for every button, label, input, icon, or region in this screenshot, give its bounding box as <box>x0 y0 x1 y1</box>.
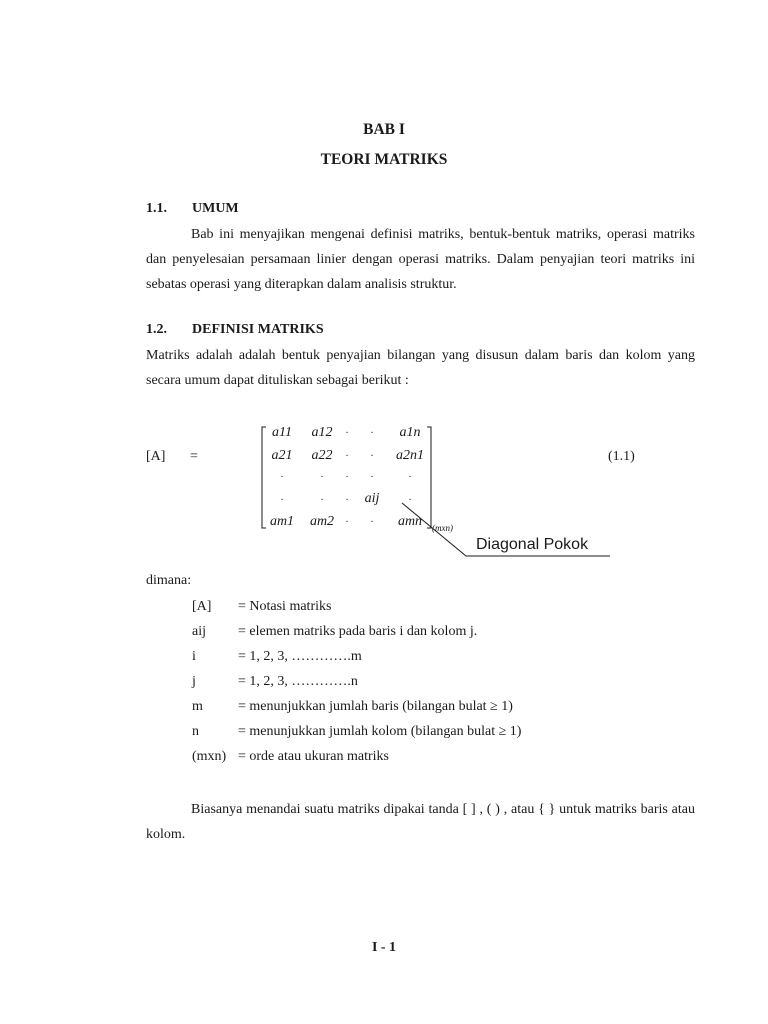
chapter-title: TEORI MATRIKS <box>320 151 448 168</box>
section-paragraph: Matriks adalah adalah bentuk penyajian bilangan yang disusun dalam baris dan kolom yang secara umum dapat dituliskan sebagai berikut : <box>146 348 695 388</box>
definition-symbol: i <box>192 649 196 664</box>
matrix-cell: · <box>345 428 349 439</box>
definition-symbol: [A] <box>192 599 212 614</box>
section-paragraph: Bab ini menyajikan mengenai definisi matriks, bentuk-bentuk matriks, operasi matriks dan penyelesaian persamaan linier dengan operasi matriks. Dalam penyajian teori matriks ini sebatas operasi yang diterapkan dalam analisis struktur. <box>146 227 695 292</box>
definition-symbol: (mxn) <box>192 749 227 764</box>
closing-paragraph: Biasanya menandai suatu matriks dipakai tanda [ ] , ( ) , atau { } untuk matriks baris atau kolom. <box>146 802 695 842</box>
definition-text: = 1, 2, 3, ………….m <box>238 649 362 664</box>
matrix-cell: · <box>345 517 349 528</box>
matrix-cell: a22 <box>311 448 333 463</box>
matrix-cell: · <box>370 517 374 528</box>
matrix-cell: · <box>320 495 324 506</box>
definition-text: = Notasi matriks <box>238 599 332 614</box>
dimana-label: dimana: <box>146 573 192 588</box>
matrix-cell: · <box>280 495 284 506</box>
section-heading: UMUM <box>192 201 239 216</box>
matrix-cell: a2n1 <box>396 448 424 463</box>
matrix-cell: · <box>280 472 284 483</box>
diagonal-pokok-label: Diagonal Pokok <box>476 536 589 553</box>
matrix-cell: · <box>345 451 349 462</box>
chapter-number: BAB I <box>363 121 405 138</box>
definition-text: = menunjukkan jumlah kolom (bilangan bulat ≥ 1) <box>238 724 522 739</box>
definition-text: = menunjukkan jumlah baris (bilangan bulat ≥ 1) <box>238 699 513 714</box>
matrix-cell: · <box>370 472 374 483</box>
matrix-cell: a11 <box>272 425 292 440</box>
matrix-cell: a1n <box>399 425 421 440</box>
definition-symbol: m <box>192 699 203 714</box>
matrix-cell: · <box>345 472 349 483</box>
matrix-cell: a21 <box>271 448 293 463</box>
equation-equals: = <box>190 449 198 464</box>
matrix-cell: amn <box>397 514 423 529</box>
section-heading: DEFINISI MATRIKS <box>192 322 324 337</box>
matrix-cell: aij <box>364 491 380 506</box>
matrix-cell: · <box>370 451 374 462</box>
section-number: 1.2. <box>146 322 167 337</box>
matrix-cell: a12 <box>311 425 333 440</box>
matrix-cell: · <box>345 495 349 506</box>
definition-symbol: j <box>192 674 196 689</box>
matrix-cell: · <box>408 495 412 506</box>
equation-lhs: [A] <box>146 449 166 464</box>
matrix-cell: · <box>370 428 374 439</box>
section-number: 1.1. <box>146 201 167 216</box>
page-number: I - 1 <box>371 940 397 955</box>
definition-text: = elemen matriks pada baris i dan kolom j. <box>238 624 478 639</box>
matrix-order-subscript: (mxn) <box>432 523 453 533</box>
definition-text: = orde atau ukuran matriks <box>238 749 389 764</box>
equation-number: (1.1) <box>608 449 635 464</box>
definition-text: = 1, 2, 3, ………….n <box>238 674 358 689</box>
matrix-cell: am1 <box>269 514 295 529</box>
definition-symbol: n <box>192 724 199 739</box>
definition-symbol: aij <box>192 624 206 639</box>
matrix-cell: am2 <box>309 514 335 529</box>
matrix-cell: · <box>320 472 324 483</box>
matrix-cell: · <box>408 472 412 483</box>
